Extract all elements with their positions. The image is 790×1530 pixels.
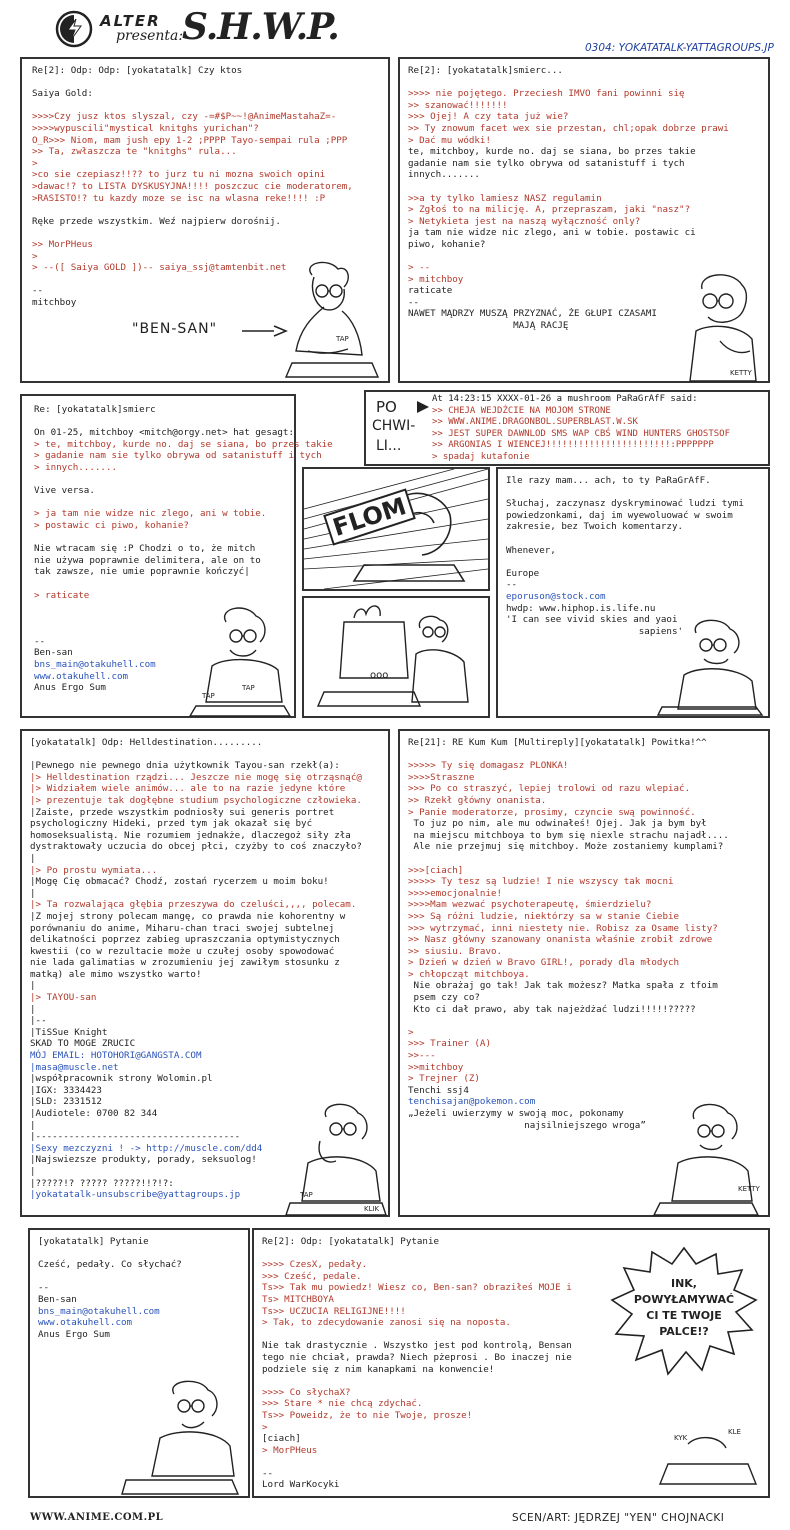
email-line: >> Nasz główny szanowany onanista właśnie zrobił zdrowe bbox=[408, 934, 713, 946]
email-line: >>>[ciach] bbox=[408, 864, 464, 876]
email-line: |?????!? ????? ?????!!?!?: bbox=[30, 1177, 174, 1189]
triangle-marker-icon bbox=[416, 400, 430, 414]
email-line: > Zgłoś to na milicję. A, przepraszam, jaki "nasz"? bbox=[408, 204, 691, 216]
email-line: | bbox=[30, 852, 36, 864]
email-line: O_R>>> Niom, mam jush epy 1-2 ;PPPP Tayo-sempai rula ;PPP bbox=[32, 134, 348, 146]
svg-text:KLIK: KLIK bbox=[364, 1205, 380, 1213]
email-line: Re[2]: Odp: [yokatatalk] Pytanie bbox=[262, 1236, 440, 1247]
email-line: podziele się z nim kanapkami na konwencie! bbox=[262, 1363, 495, 1375]
email-line bbox=[32, 100, 353, 112]
email-line: [ciach] bbox=[262, 1433, 301, 1445]
svg-text:KETTY: KETTY bbox=[730, 369, 752, 377]
collapsed-desk-drawing bbox=[648, 1424, 766, 1496]
email-line: > Dzień w dzień w Bravo GIRL!, porady dla młodych bbox=[408, 957, 680, 969]
email-line: Whenever, bbox=[506, 544, 556, 556]
email-line: [yokatatalk] Pytanie bbox=[38, 1236, 149, 1247]
email-line: Lord WarKocyki bbox=[262, 1479, 340, 1491]
email-line: [yokatatalk] Odp: Helldestination......... bbox=[30, 737, 263, 748]
email-line: Ts>> UCZUCIA RELIGIJNE!!!! bbox=[262, 1305, 406, 1317]
email-line: > bbox=[408, 1026, 414, 1038]
email-line: dystraktowały uczucia do obcej płci, czyżby to coś znaczyło? bbox=[30, 841, 362, 853]
email-line: najsilniejszego wroga” bbox=[408, 1119, 646, 1131]
email-line: gadanie nam sie tylko obrywa od satanistuff i tych bbox=[408, 157, 685, 169]
email-line: psem czy co? bbox=[408, 992, 480, 1004]
email-line: Ben-san bbox=[34, 647, 73, 659]
email-line: >> siusiu. Bravo. bbox=[408, 945, 503, 957]
email-line: tak zawsze, nie umie poprawnie kończyć| bbox=[34, 566, 250, 578]
panel-5-flom bbox=[302, 467, 490, 591]
email-line: tenchisajan@pokemon.com bbox=[408, 1096, 536, 1108]
svg-text:TAP: TAP bbox=[202, 692, 215, 700]
email-line: > Trejner (Z) bbox=[408, 1073, 480, 1085]
email-line bbox=[408, 1015, 729, 1027]
email-line: | bbox=[30, 980, 36, 992]
email-line: > Netykieta jest na naszą wyłączność only? bbox=[408, 215, 641, 227]
email-line: > MorPHeus bbox=[262, 1444, 318, 1456]
email-line: >>> Trainer (A) bbox=[408, 1038, 491, 1050]
email-line bbox=[408, 77, 729, 89]
reader-at-keyboard-drawing bbox=[286, 1101, 390, 1217]
panel-2-smierc bbox=[398, 57, 770, 383]
email-line bbox=[262, 1456, 572, 1468]
bensan-caption: "BEN-SAN" bbox=[132, 321, 218, 337]
presenta-label: presenta: bbox=[116, 28, 184, 44]
email-line: On 01-25, mitchboy <mitch@orgy.net> hat gesagt: bbox=[34, 427, 294, 439]
email-line: Anus Ergo Sum bbox=[34, 682, 106, 694]
email-line: >>> Są różni ludzie, niektórzy sa w stanie Ciebie bbox=[408, 910, 680, 922]
panel-3-smierc-reply bbox=[20, 394, 333, 718]
svg-text:TAP: TAP bbox=[242, 684, 255, 692]
email-line: | bbox=[30, 1119, 36, 1131]
email-line bbox=[38, 1248, 182, 1260]
email-line: >>> Cześć, pedale. bbox=[262, 1270, 362, 1282]
email-line bbox=[32, 204, 353, 216]
email-line: Re[2]: [yokatatalk]smierc... bbox=[408, 65, 563, 76]
trainer-character-drawing bbox=[648, 1101, 770, 1217]
email-line: |> Ta rozwalająca głębia przeszywa do czeluści,,,, polecam. bbox=[30, 899, 357, 911]
svg-text:ooo: ooo bbox=[370, 670, 389, 681]
email-line: |> Widziałem wiele animów... ale to na razie jedyne które bbox=[30, 783, 346, 795]
panel-1-czy-ktos bbox=[20, 57, 390, 383]
email-line: Europe bbox=[506, 567, 540, 579]
email-line: >> Ty znowum facet wex sie przestan, chl;opak dobrze prawi bbox=[408, 122, 729, 134]
email-line bbox=[34, 497, 333, 509]
email-line: sapiens' bbox=[506, 625, 684, 637]
email-line: Nie obrażaj go tak! Jak tak możesz? Matka spała z tfoim bbox=[408, 980, 718, 992]
email-line: Re[21]: RE Kum Kum [Multireply][yokatatalk] Powitka!^^ bbox=[408, 737, 707, 748]
panel-11-pytanie-reply bbox=[252, 1228, 770, 1498]
email-line: Ts>> Tak mu powiedz! Wiesz co, Ben-san? obraziłeś MOJE i bbox=[262, 1282, 572, 1294]
email-line bbox=[38, 1271, 182, 1283]
europe-character-drawing bbox=[658, 619, 770, 717]
email-line bbox=[262, 1248, 572, 1260]
email-line bbox=[34, 532, 333, 544]
email-line: Ts> MITCHBOYA bbox=[262, 1293, 334, 1305]
email-line: > mitchboy bbox=[408, 273, 464, 285]
email-line: Cześć, pedały. Co słychać? bbox=[38, 1259, 182, 1271]
email-line: |Z mojej strony polecam mangę, co prawda nie kohorentny w bbox=[30, 910, 346, 922]
email-line: |Sexy mezczyzni ! -> http://muscle.com/dd4 bbox=[30, 1142, 263, 1154]
email-line: Ale nie przejmuj się mitchboy. Może zostaniemy kumplami? bbox=[408, 841, 724, 853]
email-line: |masa@muscle.net bbox=[30, 1061, 119, 1073]
panel-4-po-chwili bbox=[364, 390, 770, 466]
email-body bbox=[38, 1236, 182, 1340]
email-line: > te, mitchboy, kurde no. daj se siana, bo przes takie bbox=[34, 438, 333, 450]
email-line bbox=[262, 1329, 572, 1341]
email-line: tego nie chciał, prawda? Niech pżeprosi . Bo inaczej nie bbox=[262, 1351, 572, 1363]
email-line: |Zaiste, przede wszystkim podniosły sui generis portret bbox=[30, 806, 335, 818]
email-line bbox=[506, 533, 744, 545]
email-line: |> prezentuje tak dogłębne studium psychologiczne człowieka. bbox=[30, 794, 362, 806]
panel-10-pytanie bbox=[28, 1228, 250, 1498]
footer-credits: SCEN/ART: JĘDRZEJ "YEN" CHOJNACKI bbox=[512, 1512, 725, 1524]
email-line: | bbox=[30, 887, 36, 899]
email-line: MÓJ EMAIL: HOTOHORI@GANGSTA.COM bbox=[30, 1050, 202, 1062]
email-line bbox=[34, 416, 333, 428]
email-line: >> MorPHeus bbox=[32, 238, 93, 250]
email-line: MAJĄ RACJĘ bbox=[408, 320, 569, 332]
email-line: >>>>wypuscili"mystical knitghs yurichan"? bbox=[32, 122, 259, 134]
email-line bbox=[30, 749, 362, 761]
email-line: Re[2]: Odp: Odp: [yokatatalk] Czy ktos bbox=[32, 65, 243, 76]
po-chwili-label-1: PO bbox=[376, 398, 397, 416]
email-line: Vive versa. bbox=[34, 485, 95, 497]
email-line: |IGX: 3334423 bbox=[30, 1084, 102, 1096]
alter-logo-icon bbox=[55, 10, 93, 48]
email-line: Kto ci dał prawo, aby tak najeżdżać ludzi!!!!!????? bbox=[408, 1003, 696, 1015]
email-line: >>> Stare * nie chcą zdychać. bbox=[262, 1398, 423, 1410]
panel-8-helldestination bbox=[20, 729, 390, 1217]
email-line: > bbox=[262, 1421, 268, 1433]
email-line: >RASISTO!? tu kazdy moze se isc na wlasna reke!!!! :P bbox=[32, 192, 326, 204]
email-line: > -- bbox=[408, 262, 431, 274]
email-line: > ja tam nie widze nic zlego, ani w tobie. bbox=[34, 508, 267, 520]
email-line: homoseksualistą. Nie rozumiem jednakże, dlaczegoż siły zła bbox=[30, 829, 351, 841]
episode-label: 0304: YOKATATALK-YATTAGROUPS.JP bbox=[585, 42, 774, 54]
email-line bbox=[32, 227, 353, 239]
email-line: Ts>> Poweidz, że to nie Twoje, prosze! bbox=[262, 1409, 473, 1421]
bubble-line-3: CI TE TWOJE bbox=[646, 1309, 722, 1322]
email-line bbox=[34, 474, 333, 486]
series-title: S.H.W.P. bbox=[182, 6, 339, 48]
email-line: -- bbox=[262, 1467, 274, 1479]
email-line: innych....... bbox=[408, 169, 480, 181]
email-line: Anus Ergo Sum bbox=[38, 1328, 110, 1340]
svg-text:KLE: KLE bbox=[728, 1428, 741, 1436]
email-line: >>>>Straszne bbox=[408, 771, 475, 783]
email-line: |yokatatalk-unsubscribe@yattagroups.jp bbox=[30, 1189, 241, 1201]
email-line: >> Rzekł główny onanista. bbox=[408, 794, 547, 806]
po-chwili-label-2: CHWI- bbox=[372, 418, 416, 434]
email-body bbox=[506, 475, 744, 637]
email-line: -- bbox=[32, 285, 44, 297]
email-line: -- bbox=[408, 296, 420, 308]
email-line: >>>>> Ty się domagasz PLONKA! bbox=[408, 760, 569, 772]
email-line: > spadaj kutafonie bbox=[432, 451, 530, 462]
email-line bbox=[408, 251, 729, 263]
email-line: > Tak, to zdecydowanie zanosi się na nopostа. bbox=[262, 1317, 511, 1329]
panel-9-powitka bbox=[398, 729, 770, 1217]
email-line: |TiSSue Knight bbox=[30, 1026, 108, 1038]
email-line: At 14:23:15 XXXX-01-26 a mushroom PaRaGrAfF said: bbox=[432, 394, 698, 404]
header bbox=[0, 0, 790, 56]
email-line: > postawic ci piwo, kohanie? bbox=[34, 519, 189, 531]
email-line: > --([ Saiya GOLD ])-- saiya_ssj@tamtenbit.net bbox=[32, 262, 287, 274]
email-line: piwo, kohanie? bbox=[408, 238, 486, 250]
email-line: bns_main@otakuhell.com bbox=[34, 659, 156, 671]
po-chwili-label-3: LI... bbox=[376, 438, 402, 454]
email-line: -- bbox=[38, 1282, 50, 1294]
email-line: >>>> CzesX, pedały. bbox=[262, 1259, 368, 1271]
email-line: >> WWW.ANIME.DRAGONBOL.SUPERBLAST.W.SK bbox=[432, 417, 638, 428]
email-line: >>>>Czy jusz ktos slyszal, czy -=#$P~~!@AnimeMastahaZ=- bbox=[32, 111, 337, 123]
email-line bbox=[262, 1375, 572, 1387]
email-line: zakresie, bez Twoich komentarzy. bbox=[506, 521, 684, 533]
email-line: |współpracownik strony Wolomin.pl bbox=[30, 1073, 213, 1085]
panel-7-europe bbox=[496, 467, 770, 718]
bensan-worried-drawing bbox=[122, 1380, 250, 1498]
bubble-line-1: INK, bbox=[670, 1277, 697, 1290]
email-line: |> Po prostu wymiata... bbox=[30, 864, 158, 876]
email-line: nie używa poprawnie delimitera, ale on to bbox=[34, 554, 261, 566]
email-line: >> Ta, zwłaszcza te "knitghs" rula... bbox=[32, 146, 237, 158]
email-line: > Panie moderatorze, prosimy, czyncie swą powinność. bbox=[408, 806, 696, 818]
email-line: > innych....... bbox=[34, 461, 117, 473]
email-line bbox=[32, 77, 353, 89]
email-line: -- bbox=[506, 579, 518, 591]
email-line: > gadanie nam sie tylko obrywa od satanistuff i tych bbox=[34, 450, 322, 462]
email-line: hwdp: www.hiphop.is.life.nu bbox=[506, 602, 656, 614]
email-line: te, mitchboy, kurde no. daj se siana, bo przes takie bbox=[408, 146, 696, 158]
svg-text:TAP: TAP bbox=[300, 1191, 313, 1199]
email-line: ja tam nie widze nic zlego, ani w tobie. postawic ci bbox=[408, 227, 696, 239]
email-line: Saiya Gold: bbox=[32, 88, 93, 100]
email-line bbox=[408, 853, 729, 865]
email-line: | bbox=[30, 1165, 36, 1177]
email-line: >>mitchboy bbox=[408, 1061, 464, 1073]
email-line: 'I can see vivid skies and yaoi bbox=[506, 614, 678, 626]
email-line: |> Helldestination rządzi... Jeszcze nie mogę się otrząsnąć@ bbox=[30, 771, 362, 783]
email-line bbox=[408, 749, 729, 761]
email-line: >>>> nie pojętego. Przeciesh IMVO fani powinni się bbox=[408, 88, 685, 100]
email-line: NAWET MĄDRZY MUSZĄ PRZYZNAĆ, ŻE GŁUPI CZASAMI bbox=[408, 308, 657, 320]
email-line: > bbox=[32, 157, 38, 169]
email-line: raticate bbox=[408, 285, 453, 297]
panel-6-aftermath bbox=[302, 596, 490, 718]
email-line: > raticate bbox=[34, 589, 90, 601]
email-line: >>> Ojej! A czy tata już wie? bbox=[408, 111, 569, 123]
email-line: |Pewnego nie pewnego dnia użytkownik Tayou-san rzekł(a): bbox=[30, 760, 340, 772]
email-line: bns_main@otakuhell.com bbox=[38, 1305, 160, 1317]
email-line: >>>> Co słychaX? bbox=[262, 1386, 351, 1398]
email-line: |Audiotele: 0700 82 344 bbox=[30, 1108, 158, 1119]
email-line: >>> Po co straszyć, lepiej trolowi od razu wlepiać. bbox=[408, 783, 691, 795]
email-line: Nie wtracam się :P Chodzi o to, że mitch bbox=[34, 543, 256, 555]
email-line: powiedzonkami, daj im wyewoluować w swoim bbox=[506, 509, 733, 521]
email-line: > chłopcząt mitchboya. bbox=[408, 968, 530, 980]
email-line: To juz po nim, ale mu odwinałeś! Ojej. Jak ja bym był bbox=[408, 818, 707, 830]
smoking-computer-drawing bbox=[304, 598, 488, 716]
bensan-typing-drawing bbox=[182, 606, 296, 718]
email-line bbox=[506, 556, 744, 568]
email-line: | bbox=[30, 1003, 36, 1015]
email-line: >co sie czepiasz!!?? to jurz tu ni mozna swoich opini bbox=[32, 169, 326, 181]
email-body bbox=[432, 394, 730, 464]
email-line: -- bbox=[34, 635, 46, 647]
email-line: Re: [yokatatalk]smierc bbox=[34, 404, 156, 415]
flom-sfx: FLOM bbox=[323, 488, 416, 545]
email-line: „Jeżeli uwierzymy w swoją moc, pokonamy bbox=[408, 1108, 624, 1119]
email-line: Słuchaj, zaczynasz dyskryminować ludzi tymi bbox=[506, 498, 744, 510]
email-line: delikatności poprzez zabieg upraszczania optymistycznych bbox=[30, 934, 340, 946]
email-line bbox=[506, 487, 744, 499]
email-line: Nie tak drastycznie . Wszystko jest pod kontrolą, Bensan bbox=[262, 1340, 572, 1352]
raticate-character-drawing bbox=[680, 271, 770, 383]
email-line: na miejscu mitchboya to bym się niexle strachu najadł.... bbox=[408, 829, 729, 841]
email-line: >> ARGONIAS I WIENCEJ!!!!!!!!!!!!!!!!!!!!!!!:PPPPPPP bbox=[432, 440, 714, 451]
email-line: >>>>emocjonalnie! bbox=[408, 887, 503, 899]
email-line: >> JEST SUPER DAWNLOD SMS WAP CBŚ WIND HUNTERS GHOSTSOF bbox=[432, 428, 731, 439]
email-line: >> CHEJA WEJDŹCIE NA MOJOM STRONE bbox=[432, 405, 611, 416]
email-body bbox=[408, 737, 729, 1131]
bensan-at-computer-drawing bbox=[252, 259, 388, 383]
bubble-line-4: PALCE!? bbox=[659, 1325, 709, 1338]
email-line: www.otakuhell.com bbox=[38, 1317, 133, 1329]
email-line: |------------------------------------- bbox=[30, 1131, 241, 1143]
email-line: matką) ale mimo wszystko warto! bbox=[30, 968, 202, 980]
email-line: |Mogę Cię obmacać? Chodź, zostań rycerzem u moim boku! bbox=[30, 876, 329, 888]
email-line: |Najswiezsze produkty, porady, seksuolog! bbox=[30, 1154, 257, 1166]
email-line: |SLD: 2331512 bbox=[30, 1096, 102, 1108]
svg-text:TAP: TAP bbox=[336, 335, 349, 343]
email-line: > bbox=[32, 250, 38, 262]
email-line: |> TAYOU-san bbox=[30, 992, 97, 1004]
email-line: >>>>Mam wezwać psychoterapeutę, śmierdzielu? bbox=[408, 899, 652, 911]
email-line: kwestii (co w rezultacie może u czułej osoby spowodować bbox=[30, 945, 335, 957]
bubble-line-2: POWYŁAMYWAĆ bbox=[633, 1293, 735, 1306]
alter-brand: ALTER bbox=[100, 12, 161, 30]
email-line: >dawac!? to LISTA DYSKUSYJNA!!!! poszczuc cie moderatorem, bbox=[32, 180, 353, 192]
email-line: Ręke przede wszystkim. Weź najpierw dorośnij. bbox=[32, 215, 281, 227]
email-line: porównaniu do anime, Miharu-chan traci swojej subtelnej bbox=[30, 922, 335, 934]
email-line: Tenchi ssj4 bbox=[408, 1084, 469, 1096]
email-line: > Dać mu wódki! bbox=[408, 134, 491, 146]
email-line: >> szanować!!!!!!! bbox=[408, 99, 508, 111]
email-line bbox=[408, 181, 729, 193]
email-line: >>--- bbox=[408, 1050, 436, 1062]
email-line: >>> wytrzymać, inni niestety nie. Robisz za Osame listy? bbox=[408, 922, 718, 934]
email-line: Ben-san bbox=[38, 1293, 77, 1305]
bubble-text bbox=[624, 1276, 744, 1340]
email-line: psychologiczny Hideki, przed tym jak okazał się być bbox=[30, 818, 313, 830]
email-line: nie lada galimatias w zrozumieniu jej zawiłym stosunku z bbox=[30, 957, 340, 969]
email-line: SKAD TO MOGE ZRUCIC bbox=[30, 1038, 136, 1050]
svg-text:KYK: KYK bbox=[674, 1434, 688, 1442]
email-line: >>a ty tylko lamiesz NASZ regulamin bbox=[408, 192, 602, 204]
email-line: eporuson@stock.com bbox=[506, 590, 606, 602]
svg-text:KETTY: KETTY bbox=[738, 1185, 760, 1193]
email-line: Ile razy mam... ach, to ty PaRaGrAfF. bbox=[506, 475, 711, 486]
email-line: >>>>> Ty tesz są ludzie! I nie wszyscy tak mocni bbox=[408, 876, 674, 888]
email-line: www.otakuhell.com bbox=[34, 670, 129, 682]
email-line: mitchboy bbox=[32, 296, 77, 308]
footer-site: WWW.ANIME.COM.PL bbox=[30, 1512, 164, 1523]
email-line: |-- bbox=[30, 1015, 47, 1027]
email-line bbox=[34, 578, 333, 590]
email-body bbox=[262, 1236, 572, 1491]
